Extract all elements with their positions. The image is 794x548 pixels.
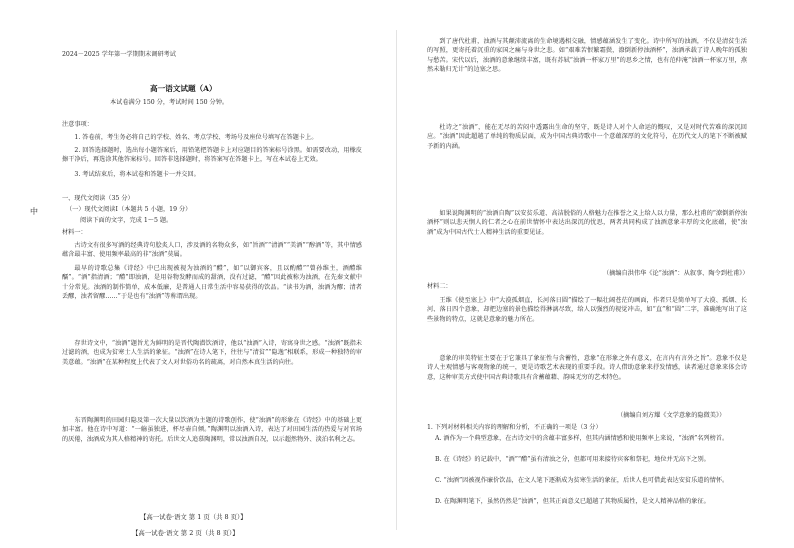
exam-header: 2024－2025 学年第一学期期末调研考试 [62,51,176,58]
side-mark: 中 [30,207,38,216]
source-note: （摘编自刘方耀《文学意象的隐微美》） [617,412,726,419]
paragraph: 王维《使至塞上》中“大漠孤烟直，长河落日圆”描绘了一幅壮阔苍茫的画面，作者只是简单写了大漠、孤烟、长河、落日四个意象，却把边塞的景色描绘得淋漓尽致，给人以强烈的视觉冲击，如“直”和“圆”二字，准确地写出了这些景物的特点，这就是意象的魅力所在。 [427,297,747,323]
score-note: 本试卷满分 150 分，考试时间 150 分钟。 [110,99,229,106]
source-note: （摘编自洪伟华《论“浊酒”：从叙事、陶令到杜甫》） [603,270,749,277]
paragraph: 到了唐代杜甫，浊酒与其颠沛流离的生命境遇相交融，情感蕴涵发生了变化。诗中所写的浊酒，不仅是清贫生活的写照，更寄托着沉重的家国之痛与身世之悲。如“艰难苦恨繁霜鬓，潦倒新停浊酒杯”，浊酒承载了诗人晚年的孤独与愁苦。宋代以后，浊酒的意象继续丰富，既有苏轼“浊酒一杯家万里”的思乡之情，也有范仲淹“浊酒一杯家万里，燕然未勒归无计”的边塞之思。 [427,38,747,73]
paragraph: 如果说陶渊明的“浊酒自陶”以安贫乐道、高洁脱俗的人格魅力在推誉之义上给人以力量，那么杜甫的“潦倒新停浊酒杯”则以悲天悯人的仁者之心在前世情怀中表达出深沉的忧思，两者共同构成了浊酒意象丰厚的文化底蕴，使“浊酒”成为中国古代士人精神生活的重要见证。 [427,210,747,236]
paragraph: 杜诗之“浊酒”，能在无尽的苦闷中透露出生命的坚守，既是诗人对个人命运的慨叹，又是对时代苦难的深沉回应。“浊酒”因此超越了单纯的物质层面，成为中国古典诗歌中一个意蕴深厚的文化符号，在历代文人的笔下不断被赋予新的内涵。 [427,124,747,150]
page-footer-2: 【高一试卷·语文 第 2 页（共 8 页）】 [132,529,239,537]
page-footer: 【高一试卷·语文 第 1 页（共 8 页）】 [140,513,247,521]
paragraph: 意象的审美特征主要在于它兼具了象征性与含蓄性，意象“在形象之外有意义，在言内有言外之旨”。意象不仅是诗人主观情感与客观物象的统一，更是诗歌艺术表现的重要手段。诗人借助意象来抒发情感，读者通过意象来体会诗意，这种审美方式使中国古典诗歌具有含蓄蕴藉、韵味无穷的艺术特色。 [427,355,747,381]
option-c: C. “浊酒”因被视作廉价饮品，在文人笔下逐渐成为贫寒生活的象征，后世人也可借此表达安贫乐道的情怀。 [435,477,729,484]
paragraph: 最早的诗歌总集《诗经》中已出现被视为浊酒的“醴”，如“以御宾客，且以酌醴”“曾孙维主，酒醴维醹”。“酒”指清酒；“醴”即浊酒，是用谷物发酵而成的甜酒，没有过滤，“醴”因此被称为浊酒，在先秦文献中十分常见。浊酒的制作简单，成本低廉，是普通人日常生活中容易获得的饮品。“读书为酒，浊酒为醪；清者丢醪，浊者留醪……”于是也有“浊酒”等称谓出现。 [62,265,362,300]
material-label: 材料二： [427,283,452,290]
question-1: 1. 下列对材料相关内容的理解和分析，不正确的一项是（3 分） [427,424,602,431]
option-a: A. 酒作为一个典型意象，在古诗文中的含蕴丰富多样，但其内涵情感和使用频率上来说，“浊酒”名列榜首。 [435,435,729,442]
right-page [397,0,794,548]
notice-3: 3. 考试结束后，将本试卷和答题卡一并交回。 [74,171,200,178]
section-heading: 一、现代文阅读（35 分） [62,195,134,202]
notice-2: 2. 回答选择题时，选出每小题答案后，用铅笔把答题卡上对应题目的答案标号涂黑。如需要改动，用橡皮擦干净后，再选涂其他答案标号。回答非选择题时，将答案写在答题卡上，写在本试卷上无效。 [62,147,362,164]
option-b: B. 在《诗经》的记载中，“酒”“醴”虽有清浊之分，但都可用来接待宾客和祭祀，地位并无高下之别。 [435,456,710,463]
paragraph: 东晋陶渊明的田园归隐及第一次大量以饮酒为主题的诗歌创作，使“浊酒”的形象在《诗经》中的基础上更加丰富。他在诗中写道：“一觞虽独进，杯尽壶自倾。”陶渊明以浊酒入诗，表达了对田园生活的热爱与对官场的厌倦，浊酒成为其人格精神的寄托。后世文人追慕陶渊明，常以浊酒自况，以示超然物外、淡泊名利之志。 [62,417,362,443]
option-d: D. 在陶渊明笔下，虽然仍然是“浊酒”，但其正面意义已超越了其物质属性，是文人精神品格的象征。 [435,498,710,505]
subsection-heading: （一）现代文阅读Ⅰ（本题共 5 小题，19 分） [66,206,192,213]
paragraph: 存世诗文中，“浊酒”题旨尤为鲜明的是晋代陶潜饮酒诗，他以“浊酒”入诗，寄寓身世之感。“浊酒”既指未过滤的酒，也成为贫寒士人生活的象征。“浊酒”在诗人笔下，往往与“清贫”“隐逸”相联系，形成一种独特的审美意蕴。“浊酒”在某种程度上代表了文人对世俗功名的疏离，对自然本真生活的向往。 [62,340,362,366]
material-label: 材料一： [62,229,87,236]
paragraph: 古诗文有很多写酒的经典诗句脍炙人口，涉及酒的名物众多，如“旨酒”“清酒”“美酒”“醇酒”等，其中情感蕴含最丰富、使用频率最高的非“浊酒”莫属。 [62,242,362,259]
notice-title: 注意事项： [62,121,93,128]
exam-title: 高一语文试题（A） [150,84,217,93]
instruction: 阅读下面的文字，完成 1～5 题。 [80,217,173,224]
notice-1: 1. 答卷前，考生务必将自己的学校、姓名、考点学校、考场号及座位号填写在答题卡上。 [74,134,318,141]
